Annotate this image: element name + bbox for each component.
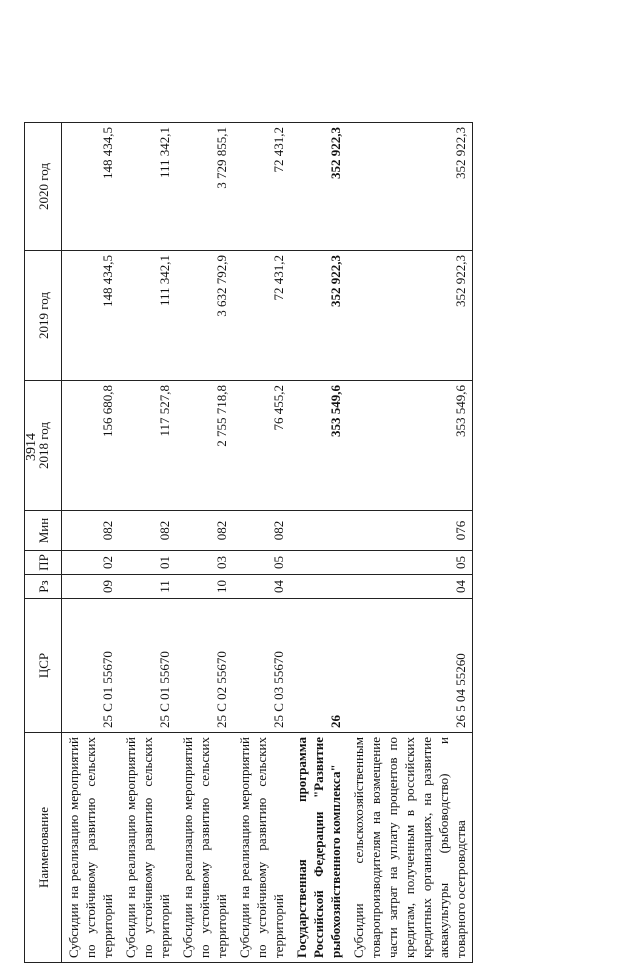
page-number: 3914 — [24, 433, 39, 461]
header-2018: 2018 год — [25, 381, 62, 511]
row-min: 082 — [119, 511, 176, 551]
row-rz: 04 — [233, 575, 290, 599]
table-row — [176, 123, 233, 963]
row-2018: 76 455,2 — [233, 381, 290, 511]
row-2020: 352 922,3 — [290, 123, 347, 251]
row-2020: 352 922,3 — [347, 123, 473, 251]
row-csr: 25 С 01 55670 — [62, 599, 120, 733]
budget-table — [24, 122, 473, 963]
row-name: Субсидии на реализацию мероприятий по устойчивому развитию сельских территорий — [62, 733, 120, 963]
table-row — [233, 123, 290, 963]
row-2018: 353 549,6 — [347, 381, 473, 511]
row-name: Субсидии на реализацию мероприятий по устойчивому развитию сельских территорий — [233, 733, 290, 963]
row-pr — [290, 551, 347, 575]
row-pr: 05 — [233, 551, 290, 575]
header-csr: ЦСР — [25, 599, 62, 733]
row-2020: 3 729 855,1 — [176, 123, 233, 251]
row-min: 076 — [347, 511, 473, 551]
row-2018: 156 680,8 — [62, 381, 120, 511]
table-row-program — [290, 123, 347, 963]
table-row — [347, 123, 473, 963]
header-2019: 2019 год — [25, 251, 62, 381]
row-2018: 353 549,6 — [290, 381, 347, 511]
row-rz: 10 — [176, 575, 233, 599]
table-row — [62, 123, 120, 963]
row-2018: 2 755 718,8 — [176, 381, 233, 511]
table-row — [119, 123, 176, 963]
row-pr: 05 — [347, 551, 473, 575]
row-min: 082 — [233, 511, 290, 551]
row-csr: 26 — [290, 599, 347, 733]
row-rz — [290, 575, 347, 599]
row-2019: 111 342,1 — [119, 251, 176, 381]
row-2018: 117 527,8 — [119, 381, 176, 511]
row-name: Субсидии на реализацию мероприятий по устойчивому развитию сельских территорий — [119, 733, 176, 963]
row-2020: 111 342,1 — [119, 123, 176, 251]
header-rz: Рз — [25, 575, 62, 599]
row-pr: 03 — [176, 551, 233, 575]
row-min: 082 — [176, 511, 233, 551]
header-min: Мин — [25, 511, 62, 551]
row-2019: 352 922,3 — [347, 251, 473, 381]
row-rz: 11 — [119, 575, 176, 599]
row-pr: 01 — [119, 551, 176, 575]
row-rz: 09 — [62, 575, 120, 599]
row-2019: 3 632 792,9 — [176, 251, 233, 381]
row-csr: 25 С 01 55670 — [119, 599, 176, 733]
row-name: Государственная программа Российской Федерации "Развитие рыбохозяйственного комплекса" — [290, 733, 347, 963]
row-2019: 148 434,5 — [62, 251, 120, 381]
row-min: 082 — [62, 511, 120, 551]
row-2020: 72 431,2 — [233, 123, 290, 251]
row-2019: 352 922,3 — [290, 251, 347, 381]
row-name: Субсидии на реализацию мероприятий по устойчивому развитию сельских территорий — [176, 733, 233, 963]
row-min — [290, 511, 347, 551]
row-csr: 25 С 02 55670 — [176, 599, 233, 733]
row-rz: 04 — [347, 575, 473, 599]
row-csr: 25 С 03 55670 — [233, 599, 290, 733]
budget-table-rotated — [24, 123, 570, 963]
row-name: Субсидии сельскохозяйственным товаропроизводителям на возмещение части затрат на уплату процентов по кредитам, полученным в российских кредитных организациях, на развитие аквакультуры (рыбоводство) и товарного осетроводства — [347, 733, 473, 963]
row-2020: 148 434,5 — [62, 123, 120, 251]
row-2019: 72 431,2 — [233, 251, 290, 381]
row-csr: 26 5 04 55260 — [347, 599, 473, 733]
header-pr: ПР — [25, 551, 62, 575]
table-header-row — [25, 123, 62, 963]
row-pr: 02 — [62, 551, 120, 575]
header-name: Наименование — [25, 733, 62, 963]
header-2020: 2020 год — [25, 123, 62, 251]
